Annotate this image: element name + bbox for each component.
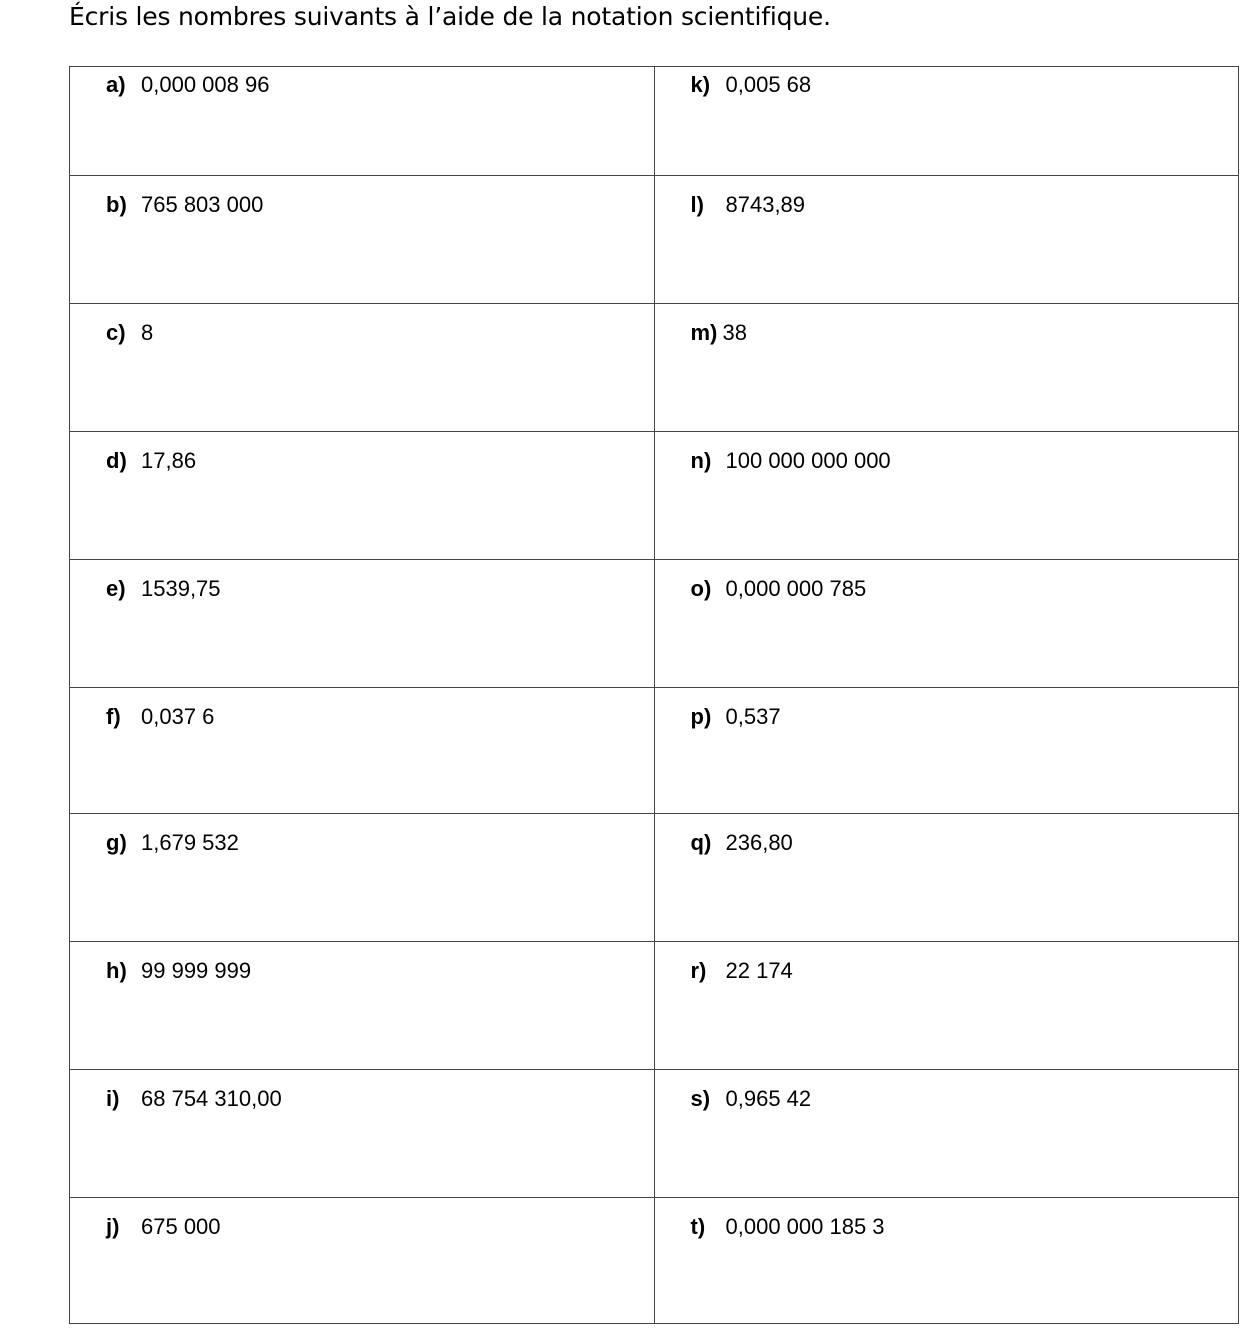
item-label: b) bbox=[106, 192, 127, 217]
item-number: 38 bbox=[722, 320, 747, 345]
item-number: 765 803 000 bbox=[141, 192, 264, 217]
exercise-cell[interactable] bbox=[654, 176, 1239, 304]
exercise-cell[interactable] bbox=[654, 814, 1239, 942]
exercise-cell[interactable] bbox=[654, 432, 1239, 560]
item-number: 100 000 000 000 bbox=[725, 448, 891, 473]
item-number: 1,679 532 bbox=[141, 830, 239, 855]
exercise-cell[interactable] bbox=[654, 688, 1239, 814]
item-label: k) bbox=[690, 72, 711, 97]
exercise-cell[interactable] bbox=[70, 942, 655, 1070]
item-label: p) bbox=[690, 704, 712, 729]
exercise-cell[interactable] bbox=[70, 560, 655, 688]
item-number: 0,000 000 185 3 bbox=[725, 1214, 885, 1239]
item-number: 0,037 6 bbox=[141, 704, 215, 729]
item-label: g) bbox=[106, 830, 127, 855]
item-number: 0,005 68 bbox=[725, 72, 812, 97]
item-number: 99 999 999 bbox=[141, 958, 252, 983]
item-label: j) bbox=[106, 1214, 120, 1239]
item-label: h) bbox=[106, 958, 127, 983]
table-row bbox=[70, 1070, 1239, 1198]
item-label: i) bbox=[106, 1086, 120, 1111]
exercise-table bbox=[69, 66, 1239, 1324]
item-label: o) bbox=[690, 576, 712, 601]
item-label: q) bbox=[690, 830, 712, 855]
item-number: 68 754 310,00 bbox=[141, 1086, 282, 1111]
exercise-cell[interactable] bbox=[654, 1070, 1239, 1198]
table-row bbox=[70, 560, 1239, 688]
exercise-cell[interactable] bbox=[70, 1070, 655, 1198]
exercise-cell[interactable] bbox=[70, 432, 655, 560]
exercise-title: Écris les nombres suivants à l’aide de la notation scientifique. bbox=[69, 2, 831, 31]
item-number: 675 000 bbox=[141, 1214, 221, 1239]
table-row bbox=[70, 432, 1239, 560]
exercise-cell[interactable] bbox=[70, 67, 655, 176]
item-number: 1539,75 bbox=[141, 576, 221, 601]
item-label: c) bbox=[106, 320, 126, 345]
table-row bbox=[70, 942, 1239, 1070]
exercise-cell[interactable] bbox=[70, 1198, 655, 1324]
item-number: 17,86 bbox=[141, 448, 197, 473]
table-row bbox=[70, 67, 1239, 176]
exercise-cell[interactable] bbox=[654, 304, 1239, 432]
exercise-cell[interactable] bbox=[654, 67, 1239, 176]
item-label: f) bbox=[106, 704, 121, 729]
table-row bbox=[70, 304, 1239, 432]
item-number: 0,000 008 96 bbox=[141, 72, 270, 97]
item-number: 0,000 000 785 bbox=[725, 576, 867, 601]
exercise-cell[interactable] bbox=[654, 560, 1239, 688]
exercise-cell[interactable] bbox=[654, 1198, 1239, 1324]
item-number: 0,537 bbox=[725, 704, 781, 729]
exercise-cell[interactable] bbox=[654, 942, 1239, 1070]
item-label: m) bbox=[690, 320, 718, 345]
exercise-cell[interactable] bbox=[70, 304, 655, 432]
item-number: 0,965 42 bbox=[725, 1086, 812, 1111]
table-row bbox=[70, 176, 1239, 304]
item-number: 8 bbox=[141, 320, 154, 345]
exercise-cell[interactable] bbox=[70, 176, 655, 304]
item-label: e) bbox=[106, 576, 126, 601]
item-number: 8743,89 bbox=[725, 192, 806, 217]
item-number: 236,80 bbox=[725, 830, 793, 855]
exercise-cell[interactable] bbox=[70, 814, 655, 942]
table-row bbox=[70, 1198, 1239, 1324]
item-label: s) bbox=[690, 1086, 711, 1111]
item-label: l) bbox=[690, 192, 704, 217]
item-label: n) bbox=[690, 448, 712, 473]
exercise-cell[interactable] bbox=[70, 688, 655, 814]
table-row bbox=[70, 814, 1239, 942]
item-number: 22 174 bbox=[725, 958, 793, 983]
item-label: a) bbox=[106, 72, 126, 97]
table-row bbox=[70, 688, 1239, 814]
item-label: t) bbox=[690, 1214, 706, 1239]
item-label: d) bbox=[106, 448, 127, 473]
item-label: r) bbox=[690, 958, 707, 983]
